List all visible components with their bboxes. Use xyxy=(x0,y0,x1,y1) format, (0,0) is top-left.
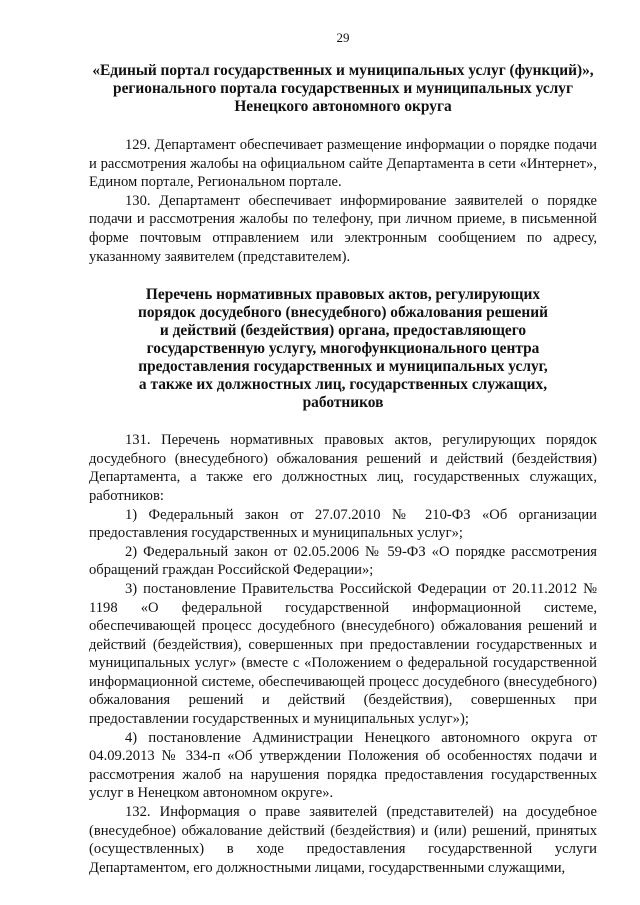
heading-line: государственную услугу, многофункционального центра xyxy=(146,340,540,358)
document-page xyxy=(89,30,597,877)
list-item-1: 1) Федеральный закон от 27.07.2010 № 210-ФЗ «Об организации предоставления государственных и муниципальных услуг»; xyxy=(89,506,597,542)
heading-line: Ненецкого автономного округа xyxy=(234,98,452,115)
paragraph-131: 131. Перечень нормативных правовых актов, регулирующих порядок досудебного (внесудебного) обжалования решений и действий (бездействия) Департамента, а также его должностных лиц, государственных служащих, работников: xyxy=(89,432,597,504)
heading-line: «Единый портал государственных и муниципальных услуг (функций)», xyxy=(92,62,594,79)
heading-line: порядок досудебного (внесудебного) обжалования решений xyxy=(137,304,548,322)
list-item-3: 3) постановление Правительства Российской Федерации от 20.11.2012 № 1198 «О федеральной государственной информационной системе, обеспечивающей процесс досудебного (внесудебного) обжалования решений и действий (бездействия), совершенных при предоставлении государственных и муниципальных услуг» (вместе с «Положением о федеральной государственной информационной системе, обеспечивающей процесс досудебного (внесудебного) обжалования решений и действий (бездействия), совершенных при предоставлении государственных и муниципальных услуг»); xyxy=(89,580,597,728)
paragraph-129: 129. Департамент обеспечивает размещение информации о порядке подачи и рассмотрения жалобы на официальном сайте Департамента в сети «Интернет», Едином портале, Региональном портале. xyxy=(89,137,597,191)
paragraph-130: 130. Департамент обеспечивает информирование заявителей о порядке подачи и рассмотрения жалобы по телефону, при личном приеме, в письменной форме почтовым отправлением или электронным сообщением по адресу, указанному заявителем (представителем). xyxy=(89,192,597,265)
heading-line: Перечень нормативных правовых актов, регулирующих xyxy=(145,286,541,304)
list-item-4: 4) постановление Администрации Ненецкого автономного округа от 04.09.2013 № 334-п «Об утверждении Положения об особенностях подачи и рассмотрения жалоб на нарушения порядка предоставления государственных услуг в Ненецком автономном округе». xyxy=(89,729,597,802)
paragraph-132: 132. Информация о праве заявителей (представителей) на досудебное (внесудебное) обжалование действий (бездействия) и (или) решений, принятых (осуществленных) в ходе предоставления государственной услуги Департаментом, его должностными лицами, государственными служащими, xyxy=(89,804,597,876)
list-item-2: 2) Федеральный закон от 02.05.2006 № 59-ФЗ «О порядке рассмотрения обращений граждан Российской Федерации»; xyxy=(89,543,597,579)
page-number: 29 xyxy=(336,30,350,45)
section-heading-legal-acts xyxy=(89,286,597,412)
section-heading-portals xyxy=(89,62,597,116)
heading-line: и действий (бездействия) органа, предоставляющего xyxy=(159,322,527,340)
heading-line: работников xyxy=(302,394,384,412)
heading-line: регионального портала государственных и муниципальных услуг xyxy=(113,80,573,97)
heading-line: а также их должностных лиц, государственных служащих, xyxy=(138,376,548,394)
heading-line: предоставления государственных и муниципальных услуг, xyxy=(138,358,548,376)
